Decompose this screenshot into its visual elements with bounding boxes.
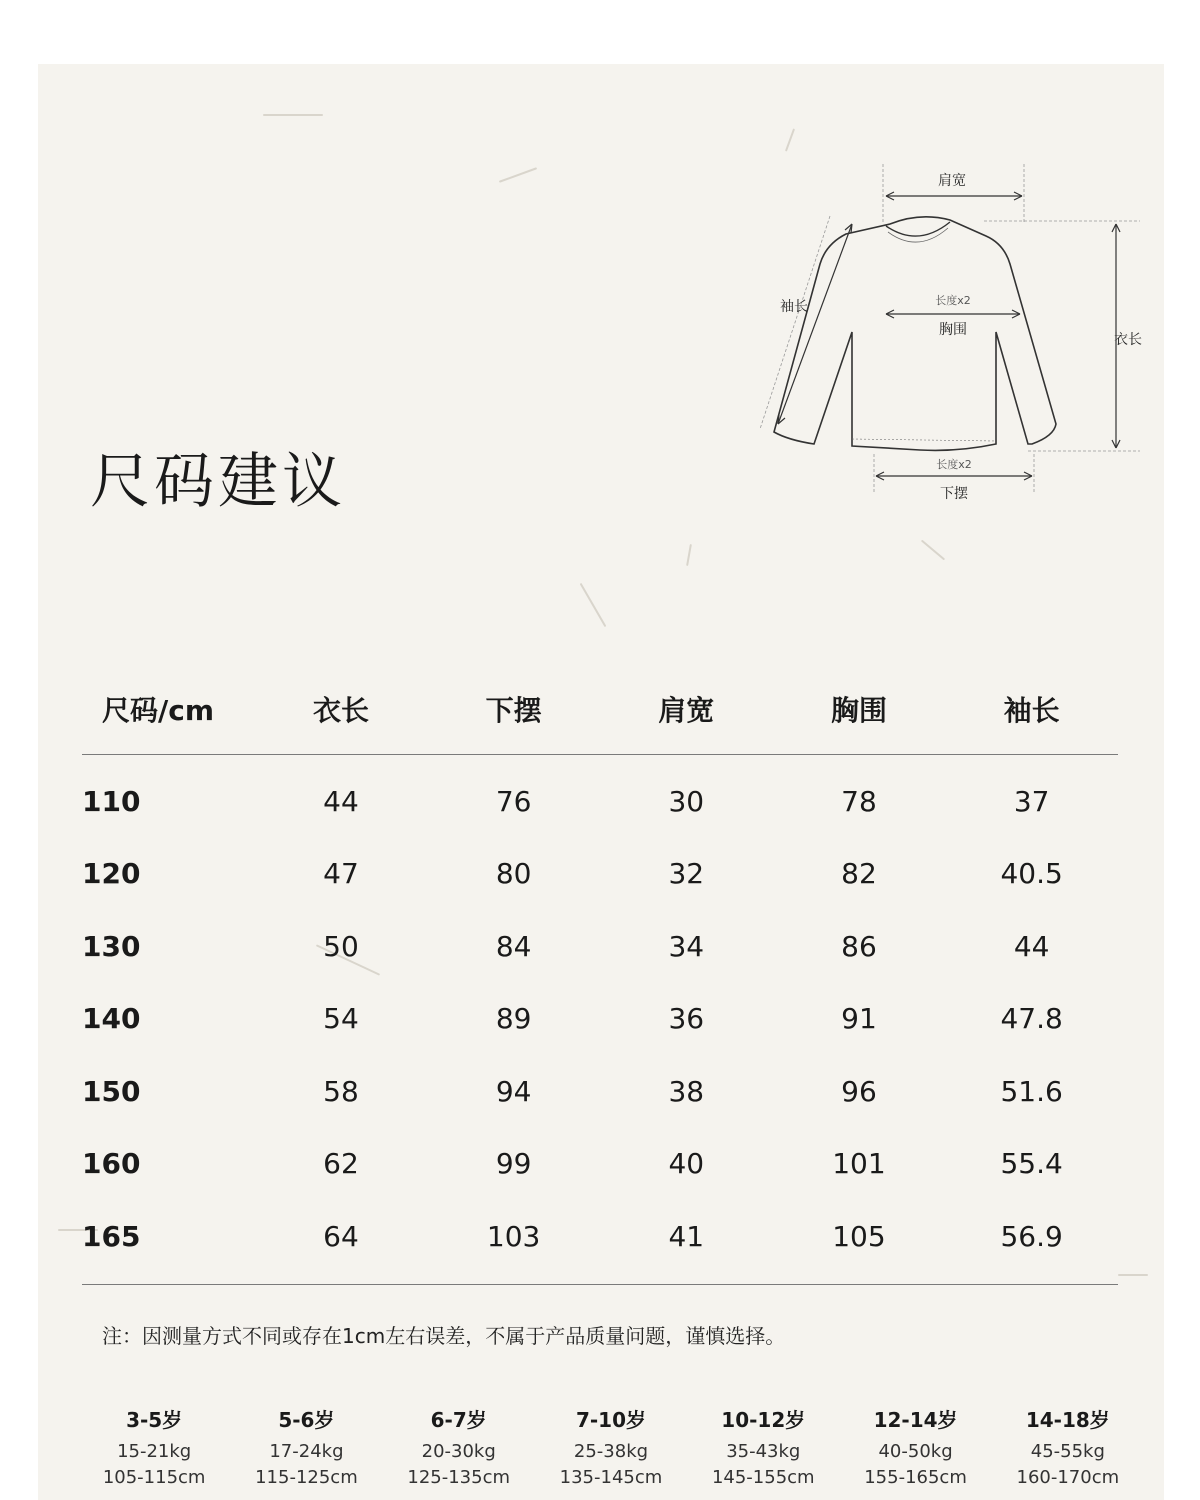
table-header-row [82, 664, 1118, 755]
table-cell: 78 [841, 784, 877, 818]
weight-range: 40-50kg [878, 1441, 953, 1462]
age-item [383, 1404, 535, 1491]
table-cell: 41 [668, 1219, 705, 1253]
height-range: 105-115cm [102, 1467, 206, 1488]
header-size: 尺码/cm [82, 664, 255, 755]
age-range: 5-6岁 [278, 1408, 335, 1432]
table-cell: 37 [1013, 784, 1050, 818]
age-item [230, 1404, 382, 1491]
table-cell: 47 [323, 857, 359, 891]
header-sleeve: 袖长 [945, 664, 1118, 755]
height-range: 160-170cm [1016, 1467, 1120, 1488]
table-cell: 40.5 [1000, 857, 1063, 891]
table-cell: 44 [323, 784, 359, 818]
paper-fleck [921, 540, 945, 561]
table-cell: 38 [668, 1074, 705, 1108]
table-row [82, 1128, 1118, 1201]
table-cell: 32 [668, 857, 705, 891]
age-item [687, 1404, 839, 1491]
table-row [82, 910, 1118, 983]
table-row [82, 838, 1118, 911]
table-cell: 54 [323, 1002, 359, 1036]
table-cell: 89 [495, 1002, 532, 1036]
table-cell: 50 [323, 929, 359, 963]
garment-diagram [728, 154, 1142, 514]
table-cell: 94 [495, 1074, 532, 1108]
height-range: 135-145cm [559, 1467, 663, 1488]
table-cell: 99 [495, 1147, 532, 1181]
length-label: 衣长 [1114, 332, 1142, 348]
chest-label: 胸围 [939, 322, 967, 338]
size-table [82, 664, 1118, 1273]
header-length: 衣长 [255, 664, 428, 755]
table-cell: 86 [841, 929, 877, 963]
paper-fleck [580, 583, 607, 627]
size-cell: 165 [82, 1219, 141, 1253]
measurement-note: 注：因测量方式不同或存在1cm左右误差，不属于产品质量问题，谨慎选择。 [102, 1324, 786, 1348]
table-cell: 58 [323, 1074, 359, 1108]
table-cell: 91 [841, 1002, 877, 1036]
table-cell: 105 [832, 1219, 886, 1253]
table-cell: 101 [832, 1147, 886, 1181]
table-cell: 47.8 [1000, 1002, 1063, 1036]
paper-fleck [499, 167, 537, 183]
table-row [82, 755, 1118, 838]
paper-fleck [1118, 1274, 1148, 1276]
age-item [992, 1404, 1144, 1491]
height-range: 145-155cm [711, 1467, 815, 1488]
header-chest: 胸围 [773, 664, 946, 755]
age-range: 10-12岁 [721, 1408, 806, 1432]
shirt-outline-icon [774, 217, 1056, 451]
age-reference [78, 1404, 1144, 1491]
table-cell: 30 [668, 784, 705, 818]
age-range: 7-10岁 [575, 1408, 647, 1432]
header-hem: 下摆 [427, 664, 600, 755]
table-row [82, 1055, 1118, 1128]
paper-fleck [785, 128, 795, 151]
age-range: 3-5岁 [126, 1408, 183, 1432]
weight-range: 20-30kg [421, 1441, 496, 1462]
table-cell: 62 [323, 1147, 359, 1181]
size-cell: 140 [82, 1002, 141, 1036]
table-cell: 82 [841, 857, 877, 891]
size-cell: 150 [82, 1074, 141, 1108]
table-bottom-divider [82, 1284, 1118, 1285]
chest-note: 长度x2 [935, 294, 971, 307]
size-cell: 160 [82, 1147, 141, 1181]
table-cell: 34 [668, 929, 705, 963]
age-item [839, 1404, 991, 1491]
table-cell: 76 [495, 784, 532, 818]
weight-range: 45-55kg [1030, 1441, 1105, 1462]
age-range: 14-18岁 [1025, 1408, 1110, 1432]
hem-note: 长度x2 [936, 458, 972, 471]
table-cell: 84 [495, 929, 532, 963]
size-cell: 110 [82, 784, 141, 818]
table-cell: 55.4 [1000, 1147, 1063, 1181]
table-cell: 44 [1013, 929, 1050, 963]
header-shoulder: 肩宽 [600, 664, 773, 755]
size-guide-panel [38, 64, 1164, 1500]
table-row [82, 1200, 1118, 1273]
table-cell: 96 [841, 1074, 877, 1108]
size-cell: 130 [82, 929, 141, 963]
table-cell: 51.6 [1000, 1074, 1063, 1108]
age-item [78, 1404, 230, 1491]
age-range: 12-14岁 [873, 1408, 958, 1432]
shoulder-label: 肩宽 [938, 173, 966, 189]
weight-range: 25-38kg [573, 1441, 649, 1462]
paper-fleck [263, 114, 323, 116]
age-item [535, 1404, 687, 1491]
paper-fleck [686, 544, 692, 566]
hem-label: 下摆 [940, 486, 968, 502]
table-cell: 80 [495, 857, 532, 891]
table-cell: 36 [668, 1002, 705, 1036]
weight-range: 35-43kg [726, 1441, 801, 1462]
page-title: 尺码建议 [90, 447, 346, 517]
sleeve-label: 袖长 [780, 299, 808, 315]
weight-range: 17-24kg [269, 1441, 344, 1462]
table-row [82, 983, 1118, 1056]
size-cell: 120 [82, 857, 141, 891]
age-range: 6-7岁 [430, 1408, 487, 1432]
table-cell: 40 [668, 1147, 705, 1181]
table-cell: 56.9 [1000, 1219, 1063, 1253]
height-range: 155-165cm [864, 1467, 967, 1488]
weight-range: 15-21kg [117, 1441, 192, 1462]
height-range: 115-125cm [255, 1467, 358, 1488]
table-cell: 64 [323, 1219, 359, 1253]
height-range: 125-135cm [407, 1467, 511, 1488]
table-cell: 103 [486, 1219, 541, 1253]
